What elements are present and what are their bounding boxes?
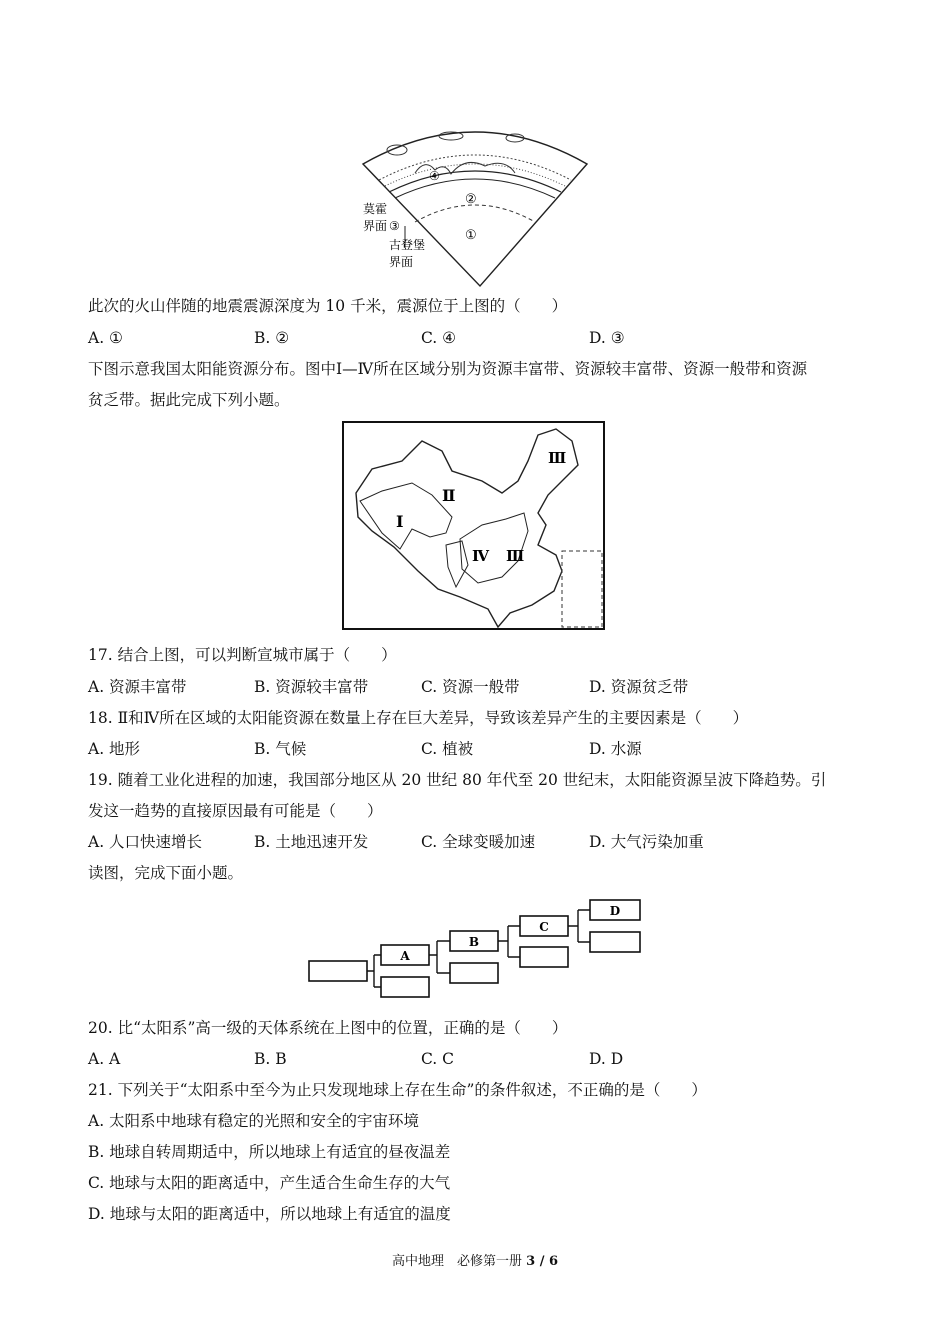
question-19-stem-line1: 19. 随着工业化进程的加速，我国部分地区从 20 世纪 80 年代至 20 世纪末，太阳能资源呈波下降趋势。引	[88, 771, 827, 789]
intro-20: 读图，完成下面小题。	[88, 864, 244, 882]
node-d: D	[609, 904, 621, 918]
q18-option-c[interactable]: C. 植被	[421, 740, 474, 758]
label-3: ③	[389, 219, 400, 233]
q20-option-b[interactable]: B. B	[254, 1050, 287, 1068]
q17-option-c[interactable]: C. 资源一般带	[421, 678, 520, 696]
intro-17-line2: 贫乏带。据此完成下列小题。	[88, 391, 290, 409]
gutenberg-label: 古登堡	[389, 238, 426, 252]
question-20-stem: 20. 比“太阳系”高一级的天体系统在上图中的位置，正确的是（ ）	[88, 1019, 568, 1037]
node-b: B	[468, 935, 480, 949]
region-3a-label: Ⅲ	[548, 449, 567, 467]
q18-option-a[interactable]: A. 地形	[88, 740, 141, 758]
china-solar-map	[342, 421, 606, 631]
q20-option-a[interactable]: A. A	[88, 1050, 121, 1068]
q19-option-b[interactable]: B. 土地迅速开发	[254, 833, 369, 851]
footer-title: 高中地理 必修第一册	[391, 1254, 522, 1269]
gutenberg-label-2: 界面	[389, 255, 414, 269]
region-4-label: Ⅳ	[472, 547, 490, 565]
q21-option-a[interactable]: A. 太阳系中地球有稳定的光照和安全的宇宙环境	[88, 1112, 420, 1130]
page-footer	[0, 1250, 950, 1269]
celestial-system-tree	[306, 895, 646, 1000]
q21-option-d[interactable]: D. 地球与太阳的距离适中，所以地球上有适宜的温度	[88, 1205, 451, 1223]
q17-option-d[interactable]: D. 资源贫乏带	[589, 678, 689, 696]
q19-option-d[interactable]: D. 大气污染加重	[589, 833, 704, 851]
page-number: 3 / 6	[526, 1254, 559, 1269]
region-1-label: Ⅰ	[396, 512, 404, 531]
question-18-stem: 18. Ⅱ和Ⅳ所在区域的太阳能资源在数量上存在巨大差异，导致该差异产生的主要因素是（ ）	[88, 709, 749, 727]
q18-option-d[interactable]: D. 水源	[589, 740, 642, 758]
label-1: ①	[465, 228, 477, 243]
q17-option-b[interactable]: B. 资源较丰富带	[254, 678, 369, 696]
label-4: ④	[429, 169, 440, 183]
question-19-stem-line2: 发这一趋势的直接原因最有可能是（ ）	[88, 802, 383, 820]
region-2-label: Ⅱ	[442, 486, 456, 505]
q20-option-c[interactable]: C. C	[421, 1050, 455, 1068]
moho-label-2: 界面	[363, 219, 388, 233]
q21-option-b[interactable]: B. 地球自转周期适中，所以地球上有适宜的昼夜温差	[88, 1143, 451, 1161]
earth-structure-figure	[355, 118, 595, 288]
q19-option-c[interactable]: C. 全球变暖加速	[421, 833, 536, 851]
q21-option-c[interactable]: C. 地球与太阳的距离适中，产生适合生命生存的大气	[88, 1174, 451, 1192]
question-21-stem: 21. 下列关于“太阳系中至今为止只发现地球上存在生命”的条件叙述，不正确的是（ ）	[88, 1081, 707, 1099]
moho-label: 莫霍	[363, 202, 388, 216]
q17-option-a[interactable]: A. 资源丰富带	[88, 678, 187, 696]
q16-option-d[interactable]: D. ③	[589, 329, 625, 347]
intro-17-line1: 下图示意我国太阳能资源分布。图中Ⅰ—Ⅳ所在区域分别为资源丰富带、资源较丰富带、资源一般带和资源	[88, 360, 808, 378]
node-a: A	[400, 949, 410, 963]
q16-option-a[interactable]: A. ①	[88, 329, 123, 347]
label-2: ②	[465, 192, 477, 207]
question-17-stem: 17. 结合上图，可以判断宣城市属于（ ）	[88, 646, 397, 664]
question-16-stem: 此次的火山伴随的地震震源深度为 10 千米，震源位于上图的（ ）	[88, 297, 568, 315]
q20-option-d[interactable]: D. D	[589, 1050, 624, 1068]
q19-option-a[interactable]: A. 人口快速增长	[88, 833, 203, 851]
q16-option-c[interactable]: C. ④	[421, 329, 457, 347]
region-3b-label: Ⅲ	[506, 547, 525, 565]
q18-option-b[interactable]: B. 气候	[254, 740, 307, 758]
node-c: C	[539, 920, 549, 934]
q16-option-b[interactable]: B. ②	[254, 329, 290, 347]
